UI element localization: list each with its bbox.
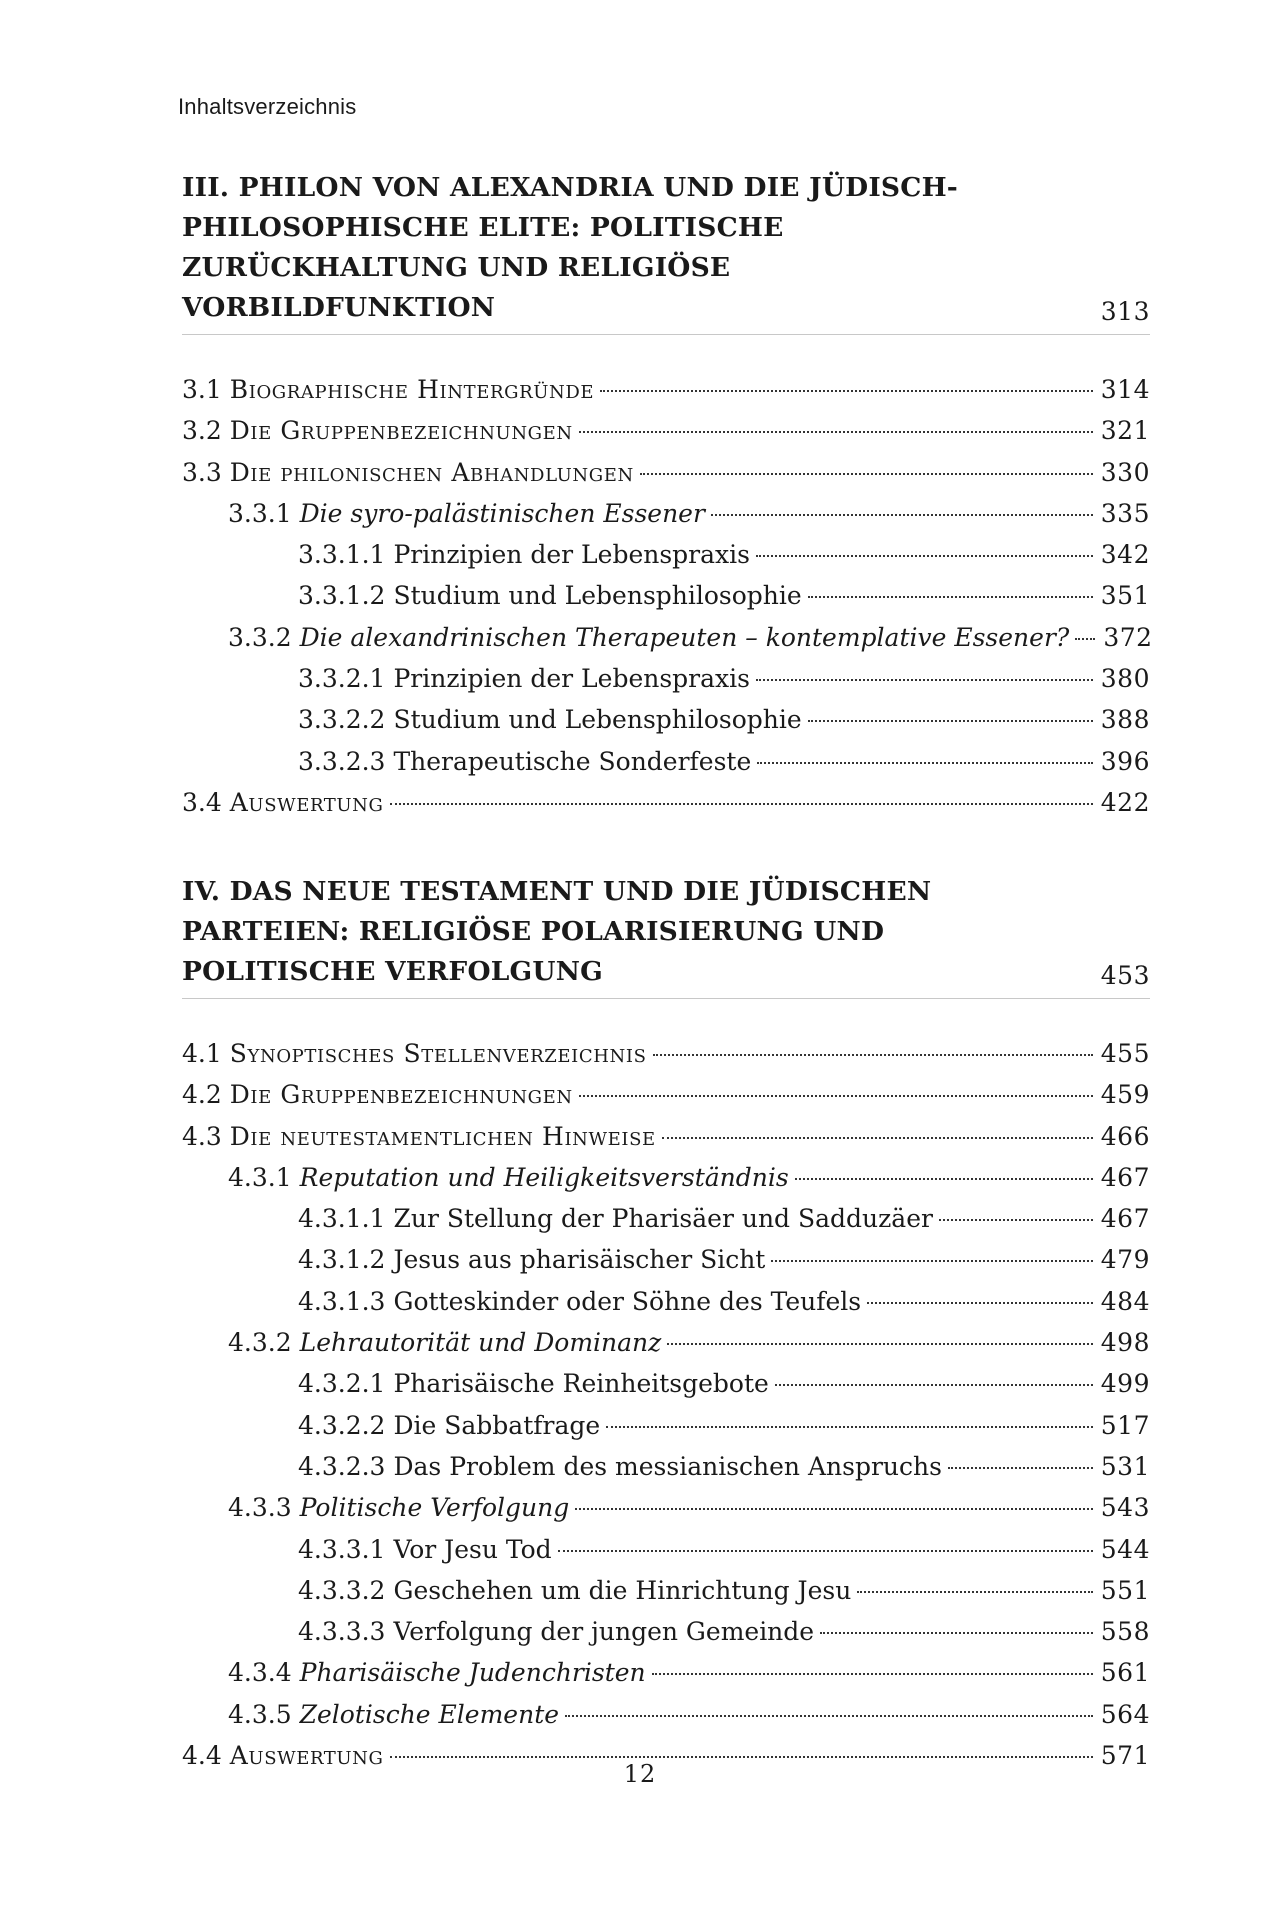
- toc-entry-number: 3.3.2.3: [298, 746, 386, 776]
- toc-entry: [182, 1198, 1150, 1239]
- dot-leader: [653, 1054, 1093, 1056]
- toc-entry-title: Zur Stellung der Pharisäer und Sadduzäer: [393, 1204, 933, 1234]
- toc-entry-page: 321: [1100, 416, 1150, 446]
- toc-entry-number: 3.3.1.2: [298, 581, 386, 611]
- dot-leader: [662, 1137, 1093, 1139]
- toc-entry: [182, 699, 1150, 740]
- toc-entry-page: 479: [1100, 1245, 1150, 1275]
- toc-entry-title: Zelotische Elemente: [299, 1699, 560, 1729]
- toc-entry-title: Geschehen um die Hinrichtung Jesu: [393, 1575, 852, 1605]
- toc-entry: [182, 1074, 1150, 1115]
- dot-leader: [756, 555, 1093, 557]
- toc-entry-page: 517: [1100, 1410, 1150, 1440]
- toc-entry-title: Pharisäische Judenchristen: [299, 1658, 646, 1688]
- toc-entry-title: Studium und Lebensphilosophie: [393, 705, 802, 735]
- toc-entry-number: 4.3.3.2: [298, 1575, 386, 1605]
- toc-entry: [182, 1363, 1150, 1404]
- toc-entry-number: 4.3.2.1: [298, 1369, 386, 1399]
- toc-entry-page: 351: [1100, 581, 1150, 611]
- dot-leader: [606, 1426, 1093, 1428]
- dot-leader: [640, 473, 1093, 475]
- toc-entry-number: 4.3.2.2: [298, 1410, 386, 1440]
- dot-leader: [390, 1756, 1093, 1758]
- dot-leader: [1075, 638, 1095, 640]
- toc-entry-number: 4.3.4: [228, 1658, 292, 1688]
- toc-entry-number: 4.3.1.3: [298, 1286, 386, 1316]
- dot-leader: [808, 596, 1093, 598]
- toc-entry: [182, 1033, 1150, 1074]
- chapter-title: III. PHILON VON ALEXANDRIA UND DIE JÜDISCH-PHILOSOPHISCHE ELITE: POLITISCHE ZURÜCKHALTUNG UND RELIGIÖSE VORBILDFUNKTION: [182, 172, 958, 323]
- toc-entry: [182, 410, 1150, 451]
- dot-leader: [795, 1178, 1093, 1180]
- toc-entry-title: Auswertung: [229, 1741, 384, 1771]
- toc-entry: [182, 617, 1153, 658]
- toc-entry: [182, 452, 1150, 493]
- toc-entry-number: 4.3.3.1: [298, 1534, 386, 1564]
- toc-entry-page: 342: [1100, 540, 1150, 570]
- toc-entry-page: 459: [1100, 1080, 1150, 1110]
- toc-entry-number: 4.1: [182, 1039, 222, 1068]
- toc-entry-number: 4.3.3: [228, 1493, 292, 1523]
- dot-leader: [771, 1260, 1092, 1262]
- dot-leader: [939, 1219, 1093, 1221]
- toc-entry-number: 4.3.2: [228, 1328, 292, 1358]
- toc-entry-number: 3.3.2: [228, 622, 292, 652]
- toc-entry-title: Die neutestamentlichen Hinweise: [229, 1121, 656, 1151]
- toc-entry-page: 335: [1100, 498, 1150, 528]
- dot-leader: [820, 1632, 1093, 1634]
- dot-leader: [711, 514, 1093, 516]
- chapter-title: IV. DAS NEUE TESTAMENT UND DIE JÜDISCHEN PARTEIEN: RELIGIÖSE POLARISIERUNG UND POLITISCHE VERFOLGUNG: [182, 876, 932, 987]
- toc-entry-number: 4.3.3.3: [298, 1617, 386, 1647]
- toc-entry-page: 564: [1100, 1699, 1150, 1729]
- toc-entry: [182, 1322, 1150, 1363]
- toc-entry-page: 467: [1100, 1204, 1150, 1234]
- toc-entry-page: 467: [1100, 1162, 1150, 1192]
- toc-entry-number: 4.3: [182, 1121, 222, 1151]
- toc-entry-title: Reputation und Heiligkeitsverständnis: [299, 1162, 789, 1192]
- toc-entry-title: Studium und Lebensphilosophie: [393, 581, 802, 611]
- toc-entry-number: 4.3.5: [228, 1699, 292, 1729]
- toc-entry: [182, 1239, 1150, 1280]
- toc-entry: [182, 741, 1150, 782]
- toc-entry-page: 372: [1103, 622, 1153, 652]
- toc-entry: [182, 1694, 1150, 1735]
- toc-entry: [182, 575, 1150, 616]
- dot-leader: [857, 1591, 1092, 1593]
- running-head: Inhaltsverzeichnis: [178, 94, 357, 119]
- toc-entry-number: 4.3.1.2: [298, 1245, 386, 1275]
- toc-entry: [182, 1281, 1150, 1322]
- toc-entry: [182, 1487, 1150, 1528]
- toc-entry-number: 4.3.2.3: [298, 1451, 386, 1481]
- toc-entry-page: 499: [1100, 1369, 1150, 1399]
- toc-entry: [182, 658, 1150, 699]
- dot-leader: [948, 1467, 1093, 1469]
- toc-entry: [182, 1652, 1150, 1693]
- toc-entry-number: 3.1: [182, 375, 222, 404]
- toc-entry-page: 571: [1100, 1741, 1150, 1771]
- toc-entry-title: Vor Jesu Tod: [393, 1534, 552, 1564]
- toc-entry-page: 330: [1100, 457, 1150, 487]
- toc-entry-title: Pharisäische Reinheitsgebote: [393, 1369, 769, 1399]
- toc-entry-title: Die Gruppenbezeichnungen: [229, 1080, 573, 1110]
- chapter-section-4: [182, 872, 1150, 1776]
- toc-entry: [182, 493, 1150, 534]
- toc-entry-page: 388: [1100, 705, 1150, 735]
- toc-entry-page: 466: [1100, 1121, 1150, 1151]
- dot-leader: [667, 1343, 1092, 1345]
- dot-leader: [579, 1095, 1093, 1097]
- toc-entry-title: Therapeutische Sonderfeste: [393, 746, 752, 776]
- toc-entry-number: 3.4: [182, 787, 222, 817]
- toc-entry-page: 531: [1100, 1451, 1150, 1481]
- dot-leader: [575, 1508, 1093, 1510]
- toc-entry: [182, 534, 1150, 575]
- dot-leader: [390, 803, 1093, 805]
- toc-entry: [182, 1570, 1150, 1611]
- toc-entry-list: [182, 1033, 1150, 1776]
- dot-leader: [775, 1384, 1093, 1386]
- toc-entry-number: 3.2: [182, 416, 222, 446]
- dot-leader: [600, 390, 1093, 392]
- toc-entry-list: [182, 369, 1153, 823]
- toc-entry-title: Die Sabbatfrage: [393, 1410, 601, 1440]
- toc-entry-page: 314: [1100, 375, 1150, 404]
- toc-entry: [182, 1611, 1150, 1652]
- toc-entry: [182, 1116, 1150, 1157]
- toc-entry-title: Biographische Hintergründe: [229, 375, 595, 404]
- dot-leader: [565, 1715, 1093, 1717]
- toc-entry-title: Die alexandrinischen Therapeuten – kontemplative Essener?: [299, 622, 1070, 652]
- chapter-page-number: 453: [1100, 961, 1150, 990]
- dot-leader: [558, 1550, 1093, 1552]
- toc-entry-number: 4.3.1: [228, 1162, 292, 1192]
- toc-entry-number: 4.3.1.1: [298, 1204, 386, 1234]
- chapter-heading: [182, 872, 1150, 999]
- toc-entry-number: 3.3.1.1: [298, 540, 386, 570]
- toc-entry: [182, 1157, 1150, 1198]
- toc-entry-title: Die Gruppenbezeichnungen: [229, 416, 573, 446]
- toc-entry-page: 544: [1100, 1534, 1150, 1564]
- toc-entry-page: 498: [1100, 1328, 1150, 1358]
- toc-entry-number: 3.3.2.2: [298, 705, 386, 735]
- chapter-heading: [182, 168, 1150, 335]
- toc-entry-title: Gotteskinder oder Söhne des Teufels: [393, 1286, 862, 1316]
- toc-entry-number: 4.2: [182, 1080, 222, 1110]
- toc-entry-page: 543: [1100, 1493, 1150, 1523]
- dot-leader: [757, 762, 1093, 764]
- toc-entry-page: 422: [1100, 787, 1150, 817]
- toc-entry-title: Politische Verfolgung: [299, 1493, 570, 1523]
- toc-entry-page: 455: [1100, 1039, 1150, 1068]
- dot-leader: [808, 720, 1093, 722]
- toc-entry-page: 484: [1100, 1286, 1150, 1316]
- toc-entry-page: 561: [1100, 1658, 1150, 1688]
- toc-entry-title: Verfolgung der jungen Gemeinde: [393, 1617, 815, 1647]
- toc-entry-title: Das Problem des messianischen Anspruchs: [393, 1451, 942, 1481]
- toc-entry-title: Auswertung: [229, 787, 384, 817]
- dot-leader: [867, 1302, 1093, 1304]
- chapter-page-number: 313: [1100, 297, 1150, 326]
- dot-leader: [579, 431, 1093, 433]
- toc-entry-number: 3.3.1: [228, 498, 292, 528]
- toc-entry-page: 558: [1100, 1617, 1150, 1647]
- toc-entry: [182, 369, 1150, 410]
- toc-entry-number: 4.4: [182, 1741, 222, 1771]
- toc-entry-title: Die syro-palästinischen Essener: [299, 498, 705, 528]
- page-number: 12: [623, 1760, 657, 1788]
- toc-entry: [182, 782, 1150, 823]
- toc-entry-title: Die philonischen Abhandlungen: [229, 457, 634, 487]
- toc-entry: [182, 1446, 1150, 1487]
- toc-entry-page: 396: [1100, 746, 1150, 776]
- toc-entry-title: Jesus aus pharisäischer Sicht: [393, 1245, 766, 1275]
- toc-entry-page: 380: [1100, 664, 1150, 694]
- dot-leader: [652, 1673, 1093, 1675]
- dot-leader: [756, 679, 1093, 681]
- toc-entry-title: Prinzipien der Lebenspraxis: [393, 540, 750, 570]
- toc-entry: [182, 1529, 1150, 1570]
- toc-entry-number: 3.3.2.1: [298, 664, 386, 694]
- toc-entry: [182, 1405, 1150, 1446]
- toc-entry-title: Synoptisches Stellenverzeichnis: [229, 1039, 647, 1068]
- toc-entry-title: Prinzipien der Lebenspraxis: [393, 664, 750, 694]
- toc-entry-number: 3.3: [182, 457, 222, 487]
- toc-entry-title: Lehrautorität und Dominanz: [299, 1328, 662, 1358]
- toc-entry-page: 551: [1100, 1575, 1150, 1605]
- chapter-section-3: [182, 168, 1153, 823]
